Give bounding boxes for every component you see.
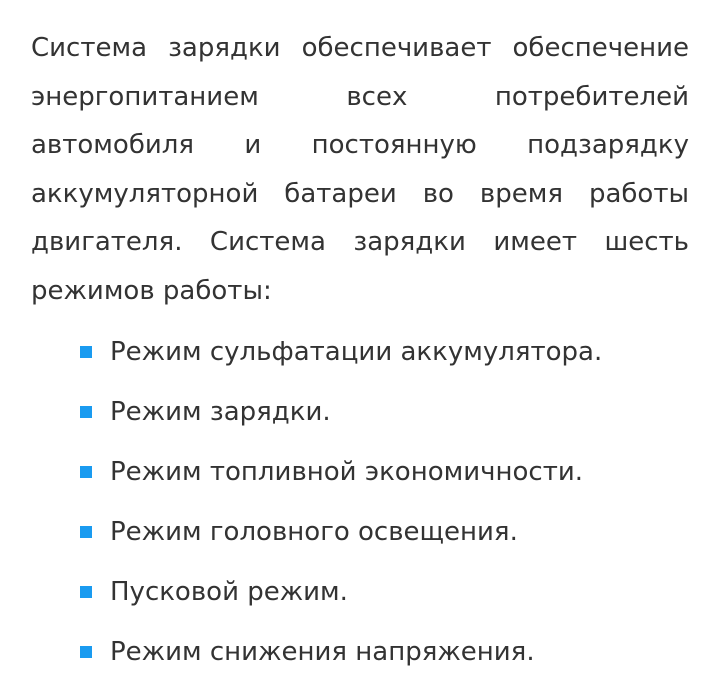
list-item-text: Режим зарядки. (110, 397, 331, 427)
list-item (80, 397, 689, 427)
square-bullet-icon (80, 526, 92, 538)
charging-modes-list (31, 337, 689, 667)
list-item-text: Режим топливной экономичности. (110, 457, 584, 487)
list-item (80, 337, 689, 367)
square-bullet-icon (80, 346, 92, 358)
list-item (80, 457, 689, 487)
square-bullet-icon (80, 586, 92, 598)
list-item-text: Режим головного освещения. (110, 517, 518, 547)
list-item (80, 517, 689, 547)
square-bullet-icon (80, 646, 92, 658)
list-item-text: Режим сульфатации аккумулятора. (110, 337, 603, 367)
list-item (80, 637, 689, 667)
square-bullet-icon (80, 406, 92, 418)
square-bullet-icon (80, 466, 92, 478)
list-item-text: Режим снижения напряжения. (110, 637, 535, 667)
list-item-text: Пусковой режим. (110, 577, 348, 607)
list-item (80, 577, 689, 607)
intro-paragraph: Система зарядки обеспечивает обеспечение энергопитанием всех потребителей автомобиля и постоянную подзарядку аккумуляторной батареи во время работы двигателя. Система зарядки имеет шесть режимов работы: (31, 33, 689, 306)
